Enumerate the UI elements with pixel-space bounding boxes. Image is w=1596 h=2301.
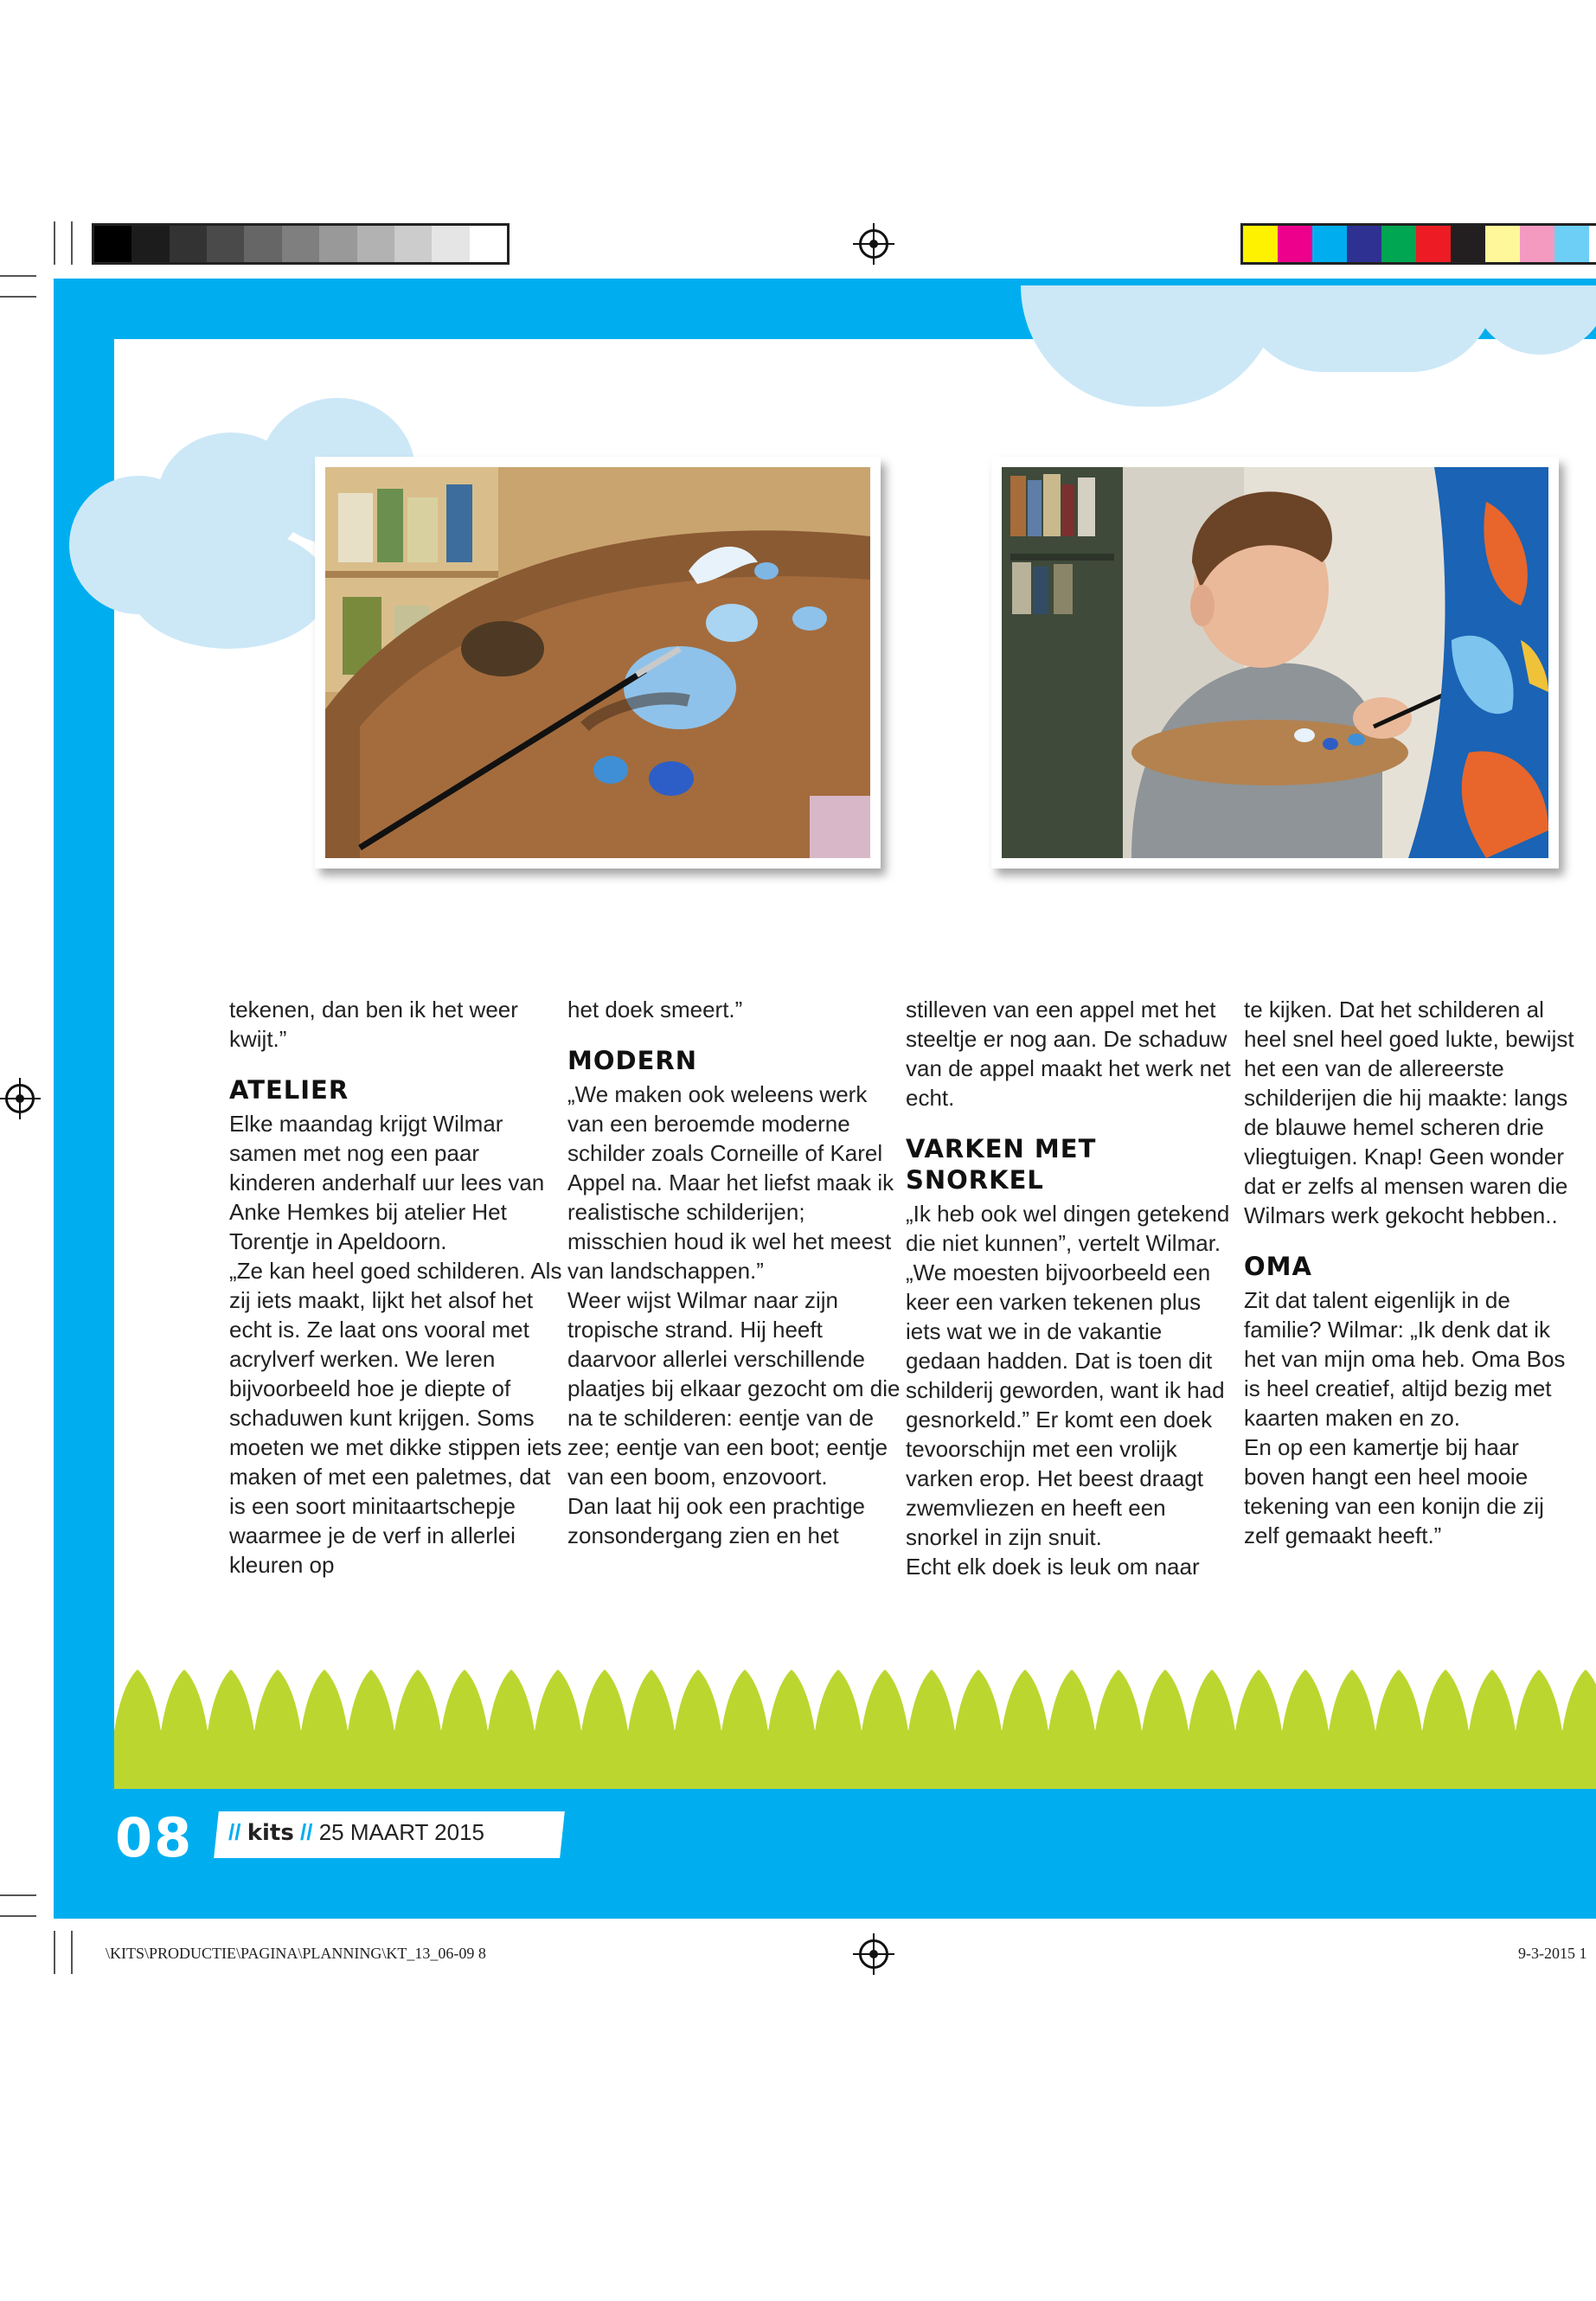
paragraph: „Ze kan heel goed schilderen. Als zij iets maakt, lijkt het alsof het echt is. Ze laat ons vooral met acrylverf werken. We leren bijvoorbeeld hoe je diepte of schaduwen kunt krijgen. Soms moeten we met dikke stippen iets maken of met een paletmes, dat is een soort minitaartschepje waarmee je de verf in allerlei kleuren op: [229, 1258, 562, 1578]
paragraph: „Ik heb ook wel dingen getekend die niet kunnen”, vertelt Wilmar. „We moesten bijvoorbeeld een keer een varken tekenen plus iets wat we in de vakantie gedaan hadden. Dat is toen dit schilderij geworden, want ik had gesnorkeld.” Er komt een doek tevoorschijn met een vrolijk varken erop. Het beest draagt zwemvliezen en heeft een snorkel in zijn snuit.: [906, 1201, 1230, 1550]
article-column-1: [229, 995, 562, 1580]
cloud-decoration: [130, 528, 329, 649]
issue-date: 25 MAART 2015: [318, 1819, 484, 1845]
crop-mark: [54, 1931, 55, 1974]
paragraph: „We maken ook weleens werk van een beroemde moderne schilder zoals Corneille of Karel Appel na. Maar het liefst maak ik realistische schilderijen; misschien houd ik wel het meest van landschappen.”: [567, 1081, 894, 1284]
paragraph: Dan laat hij ook een prachtige zonsondergang zien en het: [567, 1493, 866, 1548]
crop-mark: [0, 1894, 36, 1896]
subheading-atelier: ATELIER: [229, 1075, 349, 1105]
crop-mark: [54, 221, 55, 265]
paragraph: Echt elk doek is leuk om naar: [906, 1554, 1200, 1580]
paragraph: stilleven van een appel met het steeltje er nog aan. De schaduw van de appel maakt het werk net echt.: [906, 997, 1231, 1111]
registration-mark: [5, 1084, 35, 1113]
grayscale-color-bar: [92, 223, 510, 265]
grass-band: [114, 1730, 1596, 1789]
paragraph: Weer wijst Wilmar naar zijn tropische strand. Hij heeft daarvoor allerlei verschillende plaatjes bij elkaar gezocht om die na te schilderen: eentje van de zee; eentje van een boot; eentje van een boom, enzovoort.: [567, 1287, 901, 1490]
page-number: 08: [115, 1806, 194, 1869]
paragraph: En op een kamertje bij haar boven hangt een heel mooie tekening van een konijn die zij zelf gemaakt heeft.”: [1244, 1434, 1544, 1548]
crop-mark: [71, 1931, 73, 1974]
article-column-4: [1244, 995, 1577, 1550]
photo-paint-palette: [315, 457, 881, 868]
paragraph: te kijken. Dat het schilderen al heel snel heel goed lukte, bewijst het een van de allereerste schilderijen die hij maakte: langs de blauwe hemel scheren drie vliegtuigen. Knap! Geen wonder dat er zelfs al mensen waren die Wilmars werk gekocht hebben..: [1244, 997, 1574, 1228]
paragraph: Zit dat talent eigenlijk in de familie? Wilmar: „Ik denk dat ik het van mijn oma heb. Oma Bos is heel creatief, altijd bezig met kaarten maken en zo.: [1244, 1287, 1566, 1431]
registration-mark: [859, 1939, 888, 1969]
crop-mark: [0, 296, 36, 298]
subheading-oma: OMA: [1244, 1252, 1312, 1281]
cloud-decoration: [1237, 285, 1497, 372]
scalloped-edge: [114, 1670, 1596, 1732]
magazine-name: kits: [247, 1820, 294, 1846]
article-column-2: [567, 995, 901, 1550]
print-slug-path: \KITS\PRODUCTIE\PAGINA\PLANNING\KT_13_06-09 8: [106, 1945, 486, 1962]
article-column-3: [906, 995, 1239, 1581]
print-slug-date: 9-3-2015 1: [1518, 1945, 1587, 1962]
photo-boy-painting: [991, 457, 1559, 868]
paragraph: het doek smeert.”: [567, 997, 743, 1022]
subheading-varken-met-snorkel: VARKEN MET SNORKEL: [906, 1134, 1097, 1195]
cloud-decoration: [1471, 285, 1596, 355]
palette-illustration: [325, 467, 870, 858]
crop-mark: [71, 221, 73, 265]
crop-mark: [0, 275, 36, 277]
cmyk-color-bar: [1240, 223, 1596, 265]
crop-mark: [0, 1915, 36, 1917]
issue-label: // kits // 25 MAART 2015: [228, 1819, 484, 1846]
paragraph: tekenen, dan ben ik het weer kwijt.”: [229, 997, 518, 1052]
paragraph: Elke maandag krijgt Wilmar samen met nog een paar kinderen anderhalf uur lees van Anke Hemkes bij atelier Het Torentje in Apeldoorn.: [229, 1111, 545, 1254]
registration-mark: [859, 229, 888, 259]
boy-painting-illustration: [1002, 467, 1548, 858]
subheading-modern: MODERN: [567, 1046, 697, 1075]
